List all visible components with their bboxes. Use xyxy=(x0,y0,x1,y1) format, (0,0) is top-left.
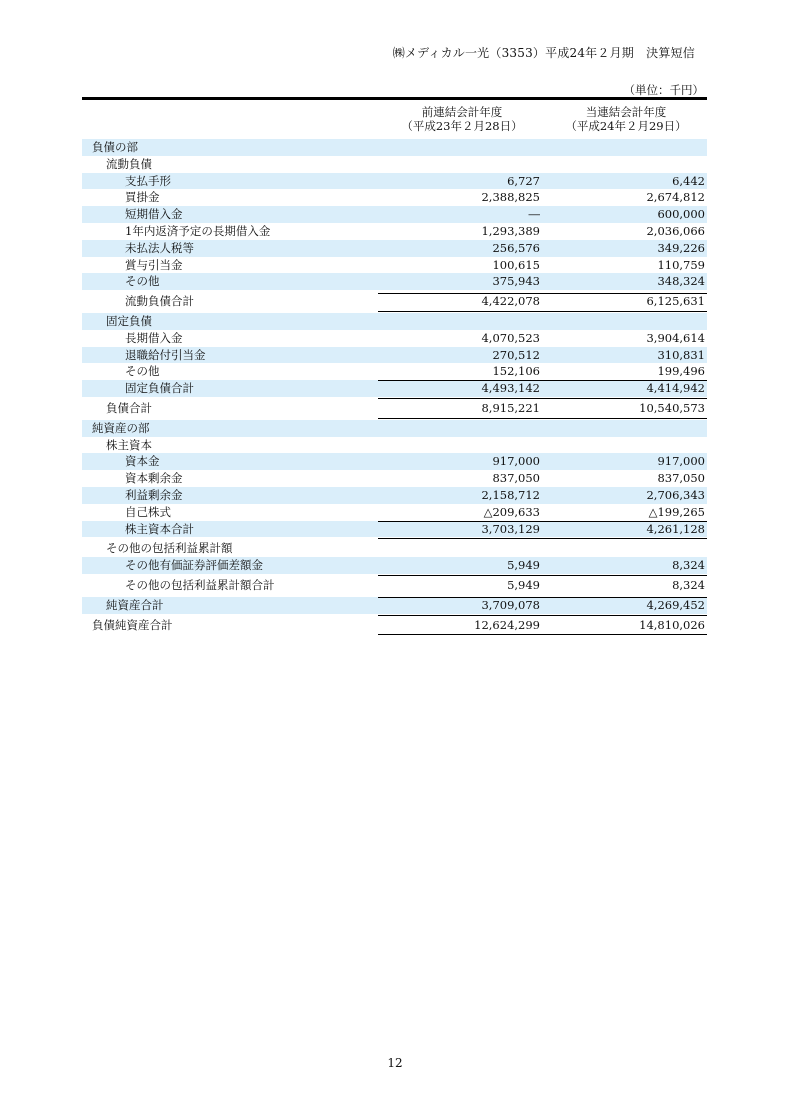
table-row xyxy=(82,363,707,380)
row-label: 流動負債 xyxy=(106,156,152,171)
current-value: 2,706,343 xyxy=(646,487,705,502)
table-row xyxy=(82,313,707,330)
row-label: 買掛金 xyxy=(125,190,160,205)
prior-value: 2,158,712 xyxy=(481,487,540,502)
current-value: 4,269,452 xyxy=(646,597,705,612)
row-label: 1年内返済予定の長期借入金 xyxy=(125,223,271,238)
table-row xyxy=(82,330,707,347)
column-header-current-year-title: 当連結会計年度 xyxy=(585,105,667,119)
row-label: 流動負債合計 xyxy=(125,294,194,309)
row-label: 純資産合計 xyxy=(106,597,164,612)
row-label: 利益剰余金 xyxy=(125,487,183,502)
row-label: 固定負債合計 xyxy=(125,381,194,396)
row-label: その他 xyxy=(125,364,160,379)
row-label: 負債合計 xyxy=(106,400,152,415)
prior-value: 917,000 xyxy=(492,454,540,469)
prior-value: 4,422,078 xyxy=(481,294,540,309)
subtotal-row xyxy=(82,521,707,538)
current-value: 6,442 xyxy=(672,173,705,188)
prior-value: 6,727 xyxy=(507,173,540,188)
prior-value: 1,293,389 xyxy=(481,223,540,238)
table-row xyxy=(82,487,707,504)
subtotal-row xyxy=(82,293,707,310)
current-value: 110,759 xyxy=(657,257,705,272)
current-value: 917,000 xyxy=(657,454,705,469)
prior-value: 3,709,078 xyxy=(481,597,540,612)
row-label: 負債の部 xyxy=(92,140,138,154)
current-value: 199,496 xyxy=(657,364,705,379)
table-row xyxy=(82,173,707,190)
current-value: 349,226 xyxy=(657,240,705,255)
prior-value: △209,633 xyxy=(483,504,540,519)
prior-value: 100,615 xyxy=(492,257,540,272)
row-label: 純資産の部 xyxy=(92,420,150,435)
row-label: 固定負債 xyxy=(106,313,152,328)
current-value: 4,261,128 xyxy=(646,521,705,536)
prior-value: 3,703,129 xyxy=(481,521,540,536)
prior-value: 4,493,142 xyxy=(481,381,540,396)
table-row xyxy=(82,504,707,521)
row-label: 賞与引当金 xyxy=(125,257,183,272)
current-value: 2,674,812 xyxy=(646,190,705,205)
row-label: 負債純資産合計 xyxy=(92,617,173,632)
row-label: 株主資本合計 xyxy=(125,521,194,536)
table-row xyxy=(82,420,707,437)
prior-value: 270,512 xyxy=(492,347,540,362)
table-row xyxy=(82,139,707,156)
prior-value: 152,106 xyxy=(492,364,540,379)
current-value: 8,324 xyxy=(672,558,705,573)
prior-value: ― xyxy=(528,207,540,222)
current-value: 600,000 xyxy=(657,207,705,222)
row-label: その他の包括利益累計額 xyxy=(106,541,233,556)
table-row xyxy=(82,273,707,290)
prior-value: 2,388,825 xyxy=(481,190,540,205)
prior-value: 12,624,299 xyxy=(474,617,540,632)
table-row xyxy=(82,347,707,364)
unit-note: （単位：千円） xyxy=(623,83,704,97)
subtotal-row xyxy=(82,380,707,397)
prior-value: 256,576 xyxy=(492,240,540,255)
row-label: 自己株式 xyxy=(125,504,171,519)
table-row xyxy=(82,437,707,454)
table-row xyxy=(82,223,707,240)
row-label: 未払法人税等 xyxy=(125,240,194,255)
row-label: 長期借入金 xyxy=(125,330,183,345)
table-row xyxy=(82,257,707,274)
table-row xyxy=(82,189,707,206)
document-header: ㈱メディカル一光（3353）平成24年２月期 決算短信 xyxy=(392,46,695,60)
current-value: 310,831 xyxy=(657,347,705,362)
row-label: 株主資本 xyxy=(106,437,152,452)
row-label: その他 xyxy=(125,274,160,289)
prior-value: 5,949 xyxy=(507,577,540,592)
table-row xyxy=(82,540,707,557)
table-row xyxy=(82,557,707,574)
subtotal-row xyxy=(82,577,707,594)
column-header-prior-year-date: （平成23年２月28日） xyxy=(401,119,523,133)
total-row xyxy=(82,597,707,614)
grand-total-row xyxy=(82,617,707,634)
row-label: 退職給付引当金 xyxy=(125,347,206,362)
row-label: 資本金 xyxy=(125,454,160,469)
row-label: 資本剰余金 xyxy=(125,471,183,486)
table-row xyxy=(82,206,707,223)
column-header-current-year xyxy=(556,105,696,133)
current-value: 3,904,614 xyxy=(646,330,705,345)
balance-sheet-liabilities-table xyxy=(82,139,707,633)
prior-value: 4,070,523 xyxy=(481,330,540,345)
current-value: 14,810,026 xyxy=(639,617,705,632)
table-row xyxy=(82,453,707,470)
table-row xyxy=(82,156,707,173)
column-header-prior-year xyxy=(392,105,532,133)
table-row xyxy=(82,470,707,487)
current-value: 10,540,573 xyxy=(639,400,705,415)
table-top-rule xyxy=(82,97,707,100)
prior-value: 837,050 xyxy=(492,471,540,486)
row-label: その他有価証券評価差額金 xyxy=(125,558,263,573)
row-label: 短期借入金 xyxy=(125,207,183,222)
column-header-current-year-date: （平成24年２月29日） xyxy=(565,119,687,133)
current-value: 837,050 xyxy=(657,471,705,486)
table-row xyxy=(82,240,707,257)
current-value: 6,125,631 xyxy=(646,294,705,309)
total-row xyxy=(82,400,707,417)
current-value: 348,324 xyxy=(657,274,705,289)
prior-value: 375,943 xyxy=(492,274,540,289)
page-number: 12 xyxy=(387,1056,403,1070)
current-value: 2,036,066 xyxy=(646,223,705,238)
prior-value: 5,949 xyxy=(507,558,540,573)
prior-value: 8,915,221 xyxy=(481,400,540,415)
row-label: 支払手形 xyxy=(125,173,171,188)
current-value: △199,265 xyxy=(648,504,705,519)
row-label: その他の包括利益累計額合計 xyxy=(125,577,275,592)
current-value: 4,414,942 xyxy=(646,381,705,396)
current-value: 8,324 xyxy=(672,577,705,592)
column-header-prior-year-title: 前連結会計年度 xyxy=(421,105,503,119)
